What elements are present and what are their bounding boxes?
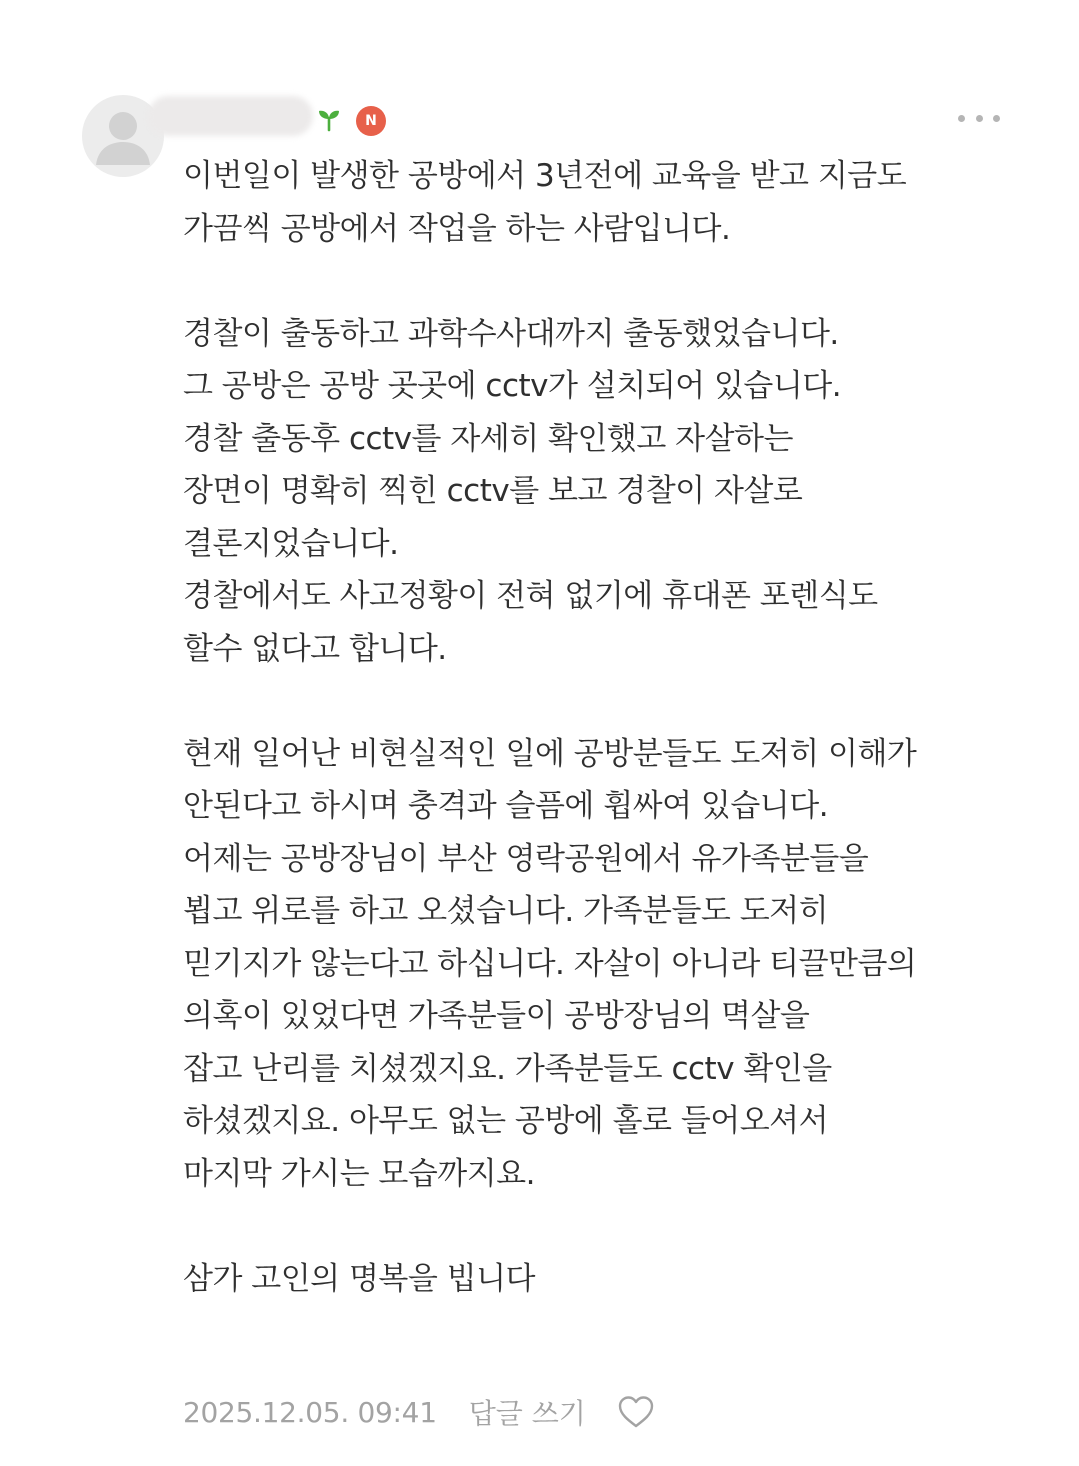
dot <box>993 115 1000 122</box>
dot <box>976 115 983 122</box>
comment-paragraph <box>183 150 1033 255</box>
comment-footer <box>183 1386 656 1438</box>
comment-line: 안된다고 하시며 충격과 슬픔에 휩싸여 있습니다. <box>183 788 829 824</box>
comment-line: 믿기지가 않는다고 하십니다. 자살이 아니라 티끌만큼의 <box>183 945 917 982</box>
dot <box>958 115 965 122</box>
reply-button[interactable]: 답글 쓰기 <box>468 1397 586 1430</box>
comment-paragraph <box>183 308 1033 676</box>
comment-line: 마지막 가시는 모습까지요. <box>183 1155 535 1192</box>
comment-line: 하셨겠지요. 아무도 없는 공방에 홀로 들어오셔서 <box>183 1103 829 1139</box>
comment-paragraph <box>183 1253 1033 1306</box>
comment-line: 경찰이 출동하고 과학수사대까지 출동했었습니다. <box>183 315 839 352</box>
comment-line: 경찰에서도 사고정황이 전혀 없기에 휴대폰 포렌식도 <box>183 578 878 614</box>
comment-line: 가끔씩 공방에서 작업을 하는 사람입니다. <box>183 210 731 247</box>
comment-line: 장면이 명확히 찍힌 cctv를 보고 경찰이 자살로 <box>183 473 803 509</box>
heart-outline-icon[interactable] <box>616 1394 656 1430</box>
comment-line: 결론지었습니다. <box>183 525 399 562</box>
comment-line: 경찰 출동후 cctv를 자세히 확인했고 자살하는 <box>183 420 793 457</box>
comment-line: 삼가 고인의 명복을 빕니다 <box>183 1260 535 1297</box>
comment-line: 뵙고 위로를 하고 오셨습니다. 가족분들도 도저히 <box>183 893 829 929</box>
nickname-blurred[interactable] <box>148 96 313 136</box>
comment-line: 이번일이 발생한 공방에서 3년전에 교육을 받고 지금도 <box>183 158 907 194</box>
timestamp: 2025.12.05. 09:41 <box>183 1395 437 1429</box>
comment-line: 어제는 공방장님이 부산 영락공원에서 유가족분들을 <box>183 840 869 877</box>
sprout-icon <box>316 106 342 132</box>
comment-body <box>183 150 1033 1305</box>
comment-line: 현재 일어난 비현실적인 일에 공방분들도 도저히 이해가 <box>183 735 917 772</box>
n-badge: N <box>356 106 386 136</box>
comment-line: 잡고 난리를 치셨겠지요. 가족분들도 cctv 확인을 <box>183 1050 832 1087</box>
comment-line: 의혹이 있었다면 가족분들이 공방장님의 멱살을 <box>183 998 810 1034</box>
comment-paragraph <box>183 728 1033 1201</box>
comment-line: 그 공방은 공방 곳곳에 cctv가 설치되어 있습니다. <box>183 368 842 404</box>
more-dots-icon[interactable] <box>958 104 1000 132</box>
comment-line: 할수 없다고 합니다. <box>183 630 447 667</box>
